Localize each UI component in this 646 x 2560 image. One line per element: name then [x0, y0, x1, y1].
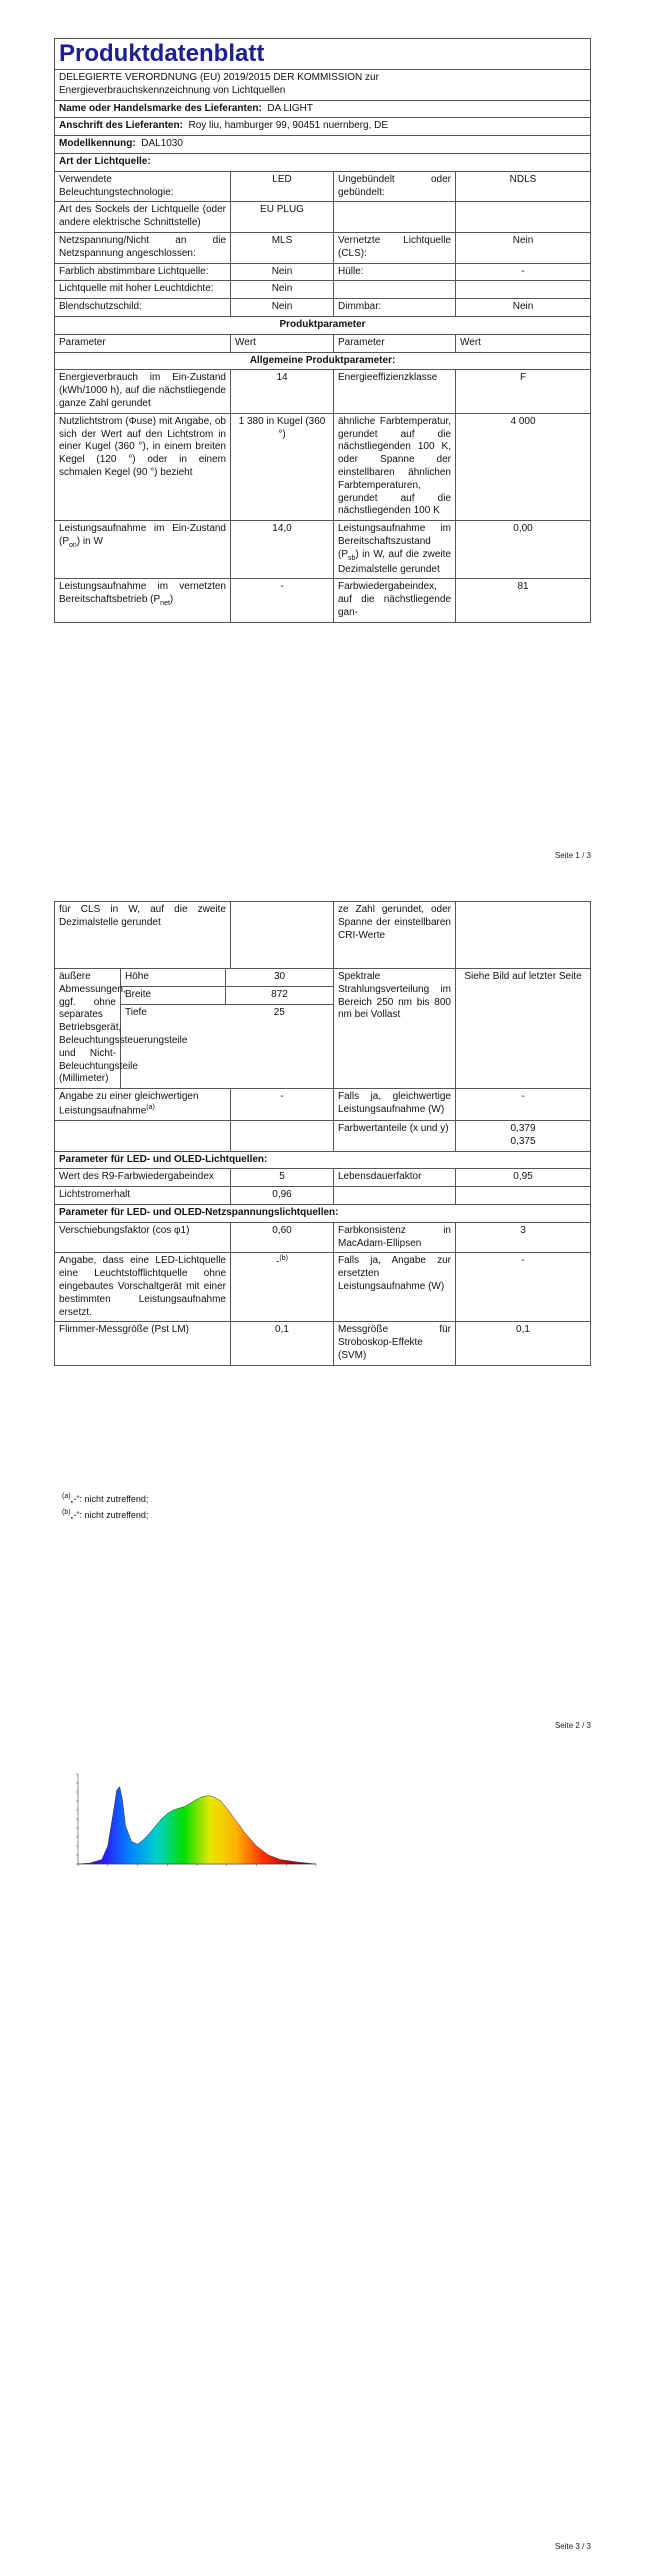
param-label: Leistungsaufnahme im vernetzten Bereitschaftsbetrieb $(P_{net})$: [55, 579, 231, 622]
table-row: [55, 1121, 591, 1152]
dimension-value: 872: [226, 986, 334, 1004]
page-title: Produktdatenblatt: [55, 39, 591, 70]
regulation-line-2: Energieverbrauchskennzeichnung von Lichtquellen: [59, 84, 286, 96]
param-value: [231, 902, 334, 969]
param-label: Dimmbar:: [334, 299, 456, 317]
datasheet-table-page-1: [54, 38, 591, 623]
param-label: Angabe, dass eine LED-Lichtquelle eine Leuchtstofflichtquelle ohne eingebautes Vorschaltgerät mit einer bestimmten Leistungsaufnahme ersetzt.: [55, 1253, 231, 1322]
param-label: Verwendete Beleuchtungstechnologie:: [55, 171, 231, 202]
param-value: -: [456, 1089, 591, 1121]
spectrum-chart: [58, 1768, 326, 1878]
param-value: [456, 281, 591, 299]
param-value: 0,96: [231, 1187, 334, 1205]
footnote-b: $^{(b)}$„-“: nicht zutreffend;: [62, 1509, 149, 1520]
param-value: 0,00: [456, 521, 591, 579]
param-label: Wert des R9-Farbwiedergabeindex: [55, 1169, 231, 1187]
supplier-name-row: [55, 100, 591, 118]
param-label: Lebensdauerfaktor: [334, 1169, 456, 1187]
table-row: [55, 232, 591, 263]
table-row: [55, 1089, 591, 1121]
regulation-line-1: DELEGIERTE VERORDNUNG (EU) 2019/2015 DER KOMMISSION zur: [59, 72, 379, 83]
datasheet-table-page-2: [54, 901, 591, 1366]
param-value: Nein: [456, 232, 591, 263]
param-label: [334, 202, 456, 233]
param-value: NDLS: [456, 171, 591, 202]
table-row: [55, 902, 591, 969]
mains-params-heading: Parameter für LED- und OLED-Netzspannungslichtquellen:: [55, 1205, 591, 1223]
led-params-heading: Parameter für LED- und OLED-Lichtquellen:: [55, 1151, 591, 1169]
dimension-label: Tiefe: [125, 1006, 147, 1018]
model-label: Modellkennung:: [59, 138, 136, 150]
dimensions-table: [121, 969, 333, 1021]
param-value: -$^{(b)}$: [231, 1253, 334, 1322]
dimension-value: 30: [226, 969, 334, 986]
column-header-value: Wert: [456, 334, 591, 352]
param-value: 0,1: [456, 1322, 591, 1365]
param-value: [456, 202, 591, 233]
param-value: 3: [456, 1222, 591, 1253]
param-value: Nein: [231, 299, 334, 317]
table-row: [55, 1222, 591, 1253]
page-number: Seite 3 / 3: [554, 2542, 591, 2551]
param-label: Flimmer-Messgröße (Pst LM): [55, 1322, 231, 1365]
table-row: [55, 413, 591, 520]
param-label: Angabe zu einer gleichwertigen Leistungsaufnahme$^{(a)}$: [55, 1089, 231, 1121]
table-row: [55, 202, 591, 233]
supplier-name-value: DA LIGHT: [267, 102, 313, 114]
param-label: ähnliche Farbtemperatur, gerundet auf die nächstliegenden 100 K, oder Spanne der einstellbaren ähnlichen Farbtemperaturen, gerundet auf die nächstliegenden 100 K: [334, 413, 456, 520]
param-label: Energieverbrauch im Ein-Zustand (kWh/1000 h), auf die nächstliegende ganze Zahl gerundet: [55, 370, 231, 413]
page-number: Seite 1 / 3: [554, 851, 591, 860]
dimension-label: Breite: [121, 986, 226, 1004]
table-row: [55, 969, 591, 1089]
param-value: LED: [231, 171, 334, 202]
param-value: Nein: [231, 281, 334, 299]
dimension-value: 25: [273, 1006, 285, 1018]
param-label: [334, 281, 456, 299]
param-label: Lichtquelle mit hoher Leuchtdichte:: [55, 281, 231, 299]
param-label: Ungebündelt oder gebündelt:: [334, 171, 456, 202]
param-label: Farblich abstimmbare Lichtquelle:: [55, 263, 231, 281]
table-row: [55, 1187, 591, 1205]
param-value: EU PLUG: [231, 202, 334, 233]
param-value: -: [231, 1089, 334, 1121]
param-label: Messgröße für Stroboskop-Effekte (SVM): [334, 1322, 456, 1365]
param-label: Lichtstromerhalt: [55, 1187, 231, 1205]
param-label: Art des Sockels der Lichtquelle (oder andere elektrische Schnittstelle): [55, 202, 231, 233]
param-label: Spektrale Strahlungsverteilung im Bereich 250 nm bis 800 nm bei Vollast: [334, 969, 456, 1089]
model-value: DAL1030: [141, 138, 183, 150]
page-1: [0, 0, 646, 860]
table-row: [55, 1253, 591, 1322]
param-label: Energieeffizienzklasse: [334, 370, 456, 413]
param-value: 0,95: [456, 1169, 591, 1187]
param-value: Nein: [231, 263, 334, 281]
table-row: [55, 281, 591, 299]
param-value: [231, 1121, 334, 1152]
product-params-heading: Produktparameter: [55, 316, 591, 334]
param-value: 81: [456, 579, 591, 622]
dimensions-cell: [121, 969, 334, 1089]
param-label: ze Zahl gerundet, oder Spanne der einstellbaren CRI-Werte: [334, 902, 456, 969]
param-label: Nutzlichtstrom (Φuse) mit Angabe, ob sich der Wert auf den Lichtstrom in einer Kugel (360 °), in einem breiten Kegel (120 °) oder in einem schmalen Kegel (90 °) bezieht: [55, 413, 231, 520]
param-value: -: [231, 579, 334, 622]
param-label: Leistungsaufnahme im Ein-Zustand $(P_{on})$ in W: [55, 521, 231, 579]
param-value: Nein: [456, 299, 591, 317]
supplier-address-value: Roy liu, hamburger 99, 90451 nuernberg, DE: [188, 120, 389, 132]
dimensions-label: äußere Abmessungen, ggf. ohne separates Betriebsgerät, Beleuchtungssteuerungsteile und Nicht-Beleuchtungsteile (Millimeter): [55, 969, 121, 1089]
param-value: 0,379 0,375: [456, 1121, 591, 1152]
param-label: Leistungsaufnahme im Bereitschaftszustand $(P_{sb})$ in W, auf die zweite Dezimalstelle gerundet: [334, 521, 456, 579]
param-label: Falls ja, gleichwertige Leistungsaufnahme (W): [334, 1089, 456, 1121]
param-label: Falls ja, Angabe zur ersetzten Leistungsaufnahme (W): [334, 1253, 456, 1322]
dimension-label: Höhe: [121, 969, 226, 986]
light-source-type-heading: Art der Lichtquelle:: [55, 153, 591, 171]
column-header-param: Parameter: [334, 334, 456, 352]
param-value: [456, 902, 591, 969]
column-header-value: Wert: [231, 334, 334, 352]
param-value: MLS: [231, 232, 334, 263]
table-row: [55, 579, 591, 622]
page-number: Seite 2 / 3: [554, 1721, 591, 1730]
param-value: 1 380 in Kugel (360 °): [231, 413, 334, 520]
supplier-address-label: Anschrift des Lieferanten:: [59, 120, 183, 132]
param-label: Netzspannung/Nicht an die Netzspannung angeschlossen:: [55, 232, 231, 263]
table-row: [55, 370, 591, 413]
table-row: [55, 521, 591, 579]
param-label: Farbwertanteile (x und y): [334, 1121, 456, 1152]
table-row: [55, 263, 591, 281]
param-label: Farbwiedergabeindex, auf die nächstliegende gan-: [334, 579, 456, 622]
param-label: [334, 1187, 456, 1205]
table-row: [55, 1322, 591, 1365]
param-value: 14: [231, 370, 334, 413]
param-label: für CLS in W, auf die zweite Dezimalstelle gerundet: [55, 902, 231, 969]
table-row: [55, 171, 591, 202]
param-label: Vernetzte Lichtquelle (CLS):: [334, 232, 456, 263]
spectrum-area: [78, 1787, 316, 1864]
supplier-name-label: Name oder Handelsmarke des Lieferanten:: [59, 102, 262, 114]
table-header-row: [55, 334, 591, 352]
param-value: -: [456, 263, 591, 281]
param-label: Hülle:: [334, 263, 456, 281]
param-value: 5: [231, 1169, 334, 1187]
regulation-text: [55, 70, 591, 101]
param-label: [55, 1121, 231, 1152]
model-row: [55, 136, 591, 154]
param-value: F: [456, 370, 591, 413]
footnote-a: $^{(a)}$„-“: nicht zutreffend;: [62, 1493, 149, 1504]
param-value: Siehe Bild auf letzter Seite: [456, 969, 591, 1089]
param-value: 14,0: [231, 521, 334, 579]
param-label: Verschiebungsfaktor (cos φ1): [55, 1222, 231, 1253]
param-value: 0,60: [231, 1222, 334, 1253]
param-value: 4 000: [456, 413, 591, 520]
param-value: 0,1: [231, 1322, 334, 1365]
general-params-heading: Allgemeine Produktparameter:: [55, 352, 591, 370]
param-label: Farbkonsistenz in MacAdam-Ellipsen: [334, 1222, 456, 1253]
table-row: [55, 1169, 591, 1187]
table-row: [55, 299, 591, 317]
param-value: [456, 1187, 591, 1205]
column-header-param: Parameter: [55, 334, 231, 352]
param-value: -: [456, 1253, 591, 1322]
supplier-address-row: [55, 118, 591, 136]
param-label: Blendschutzschild:: [55, 299, 231, 317]
